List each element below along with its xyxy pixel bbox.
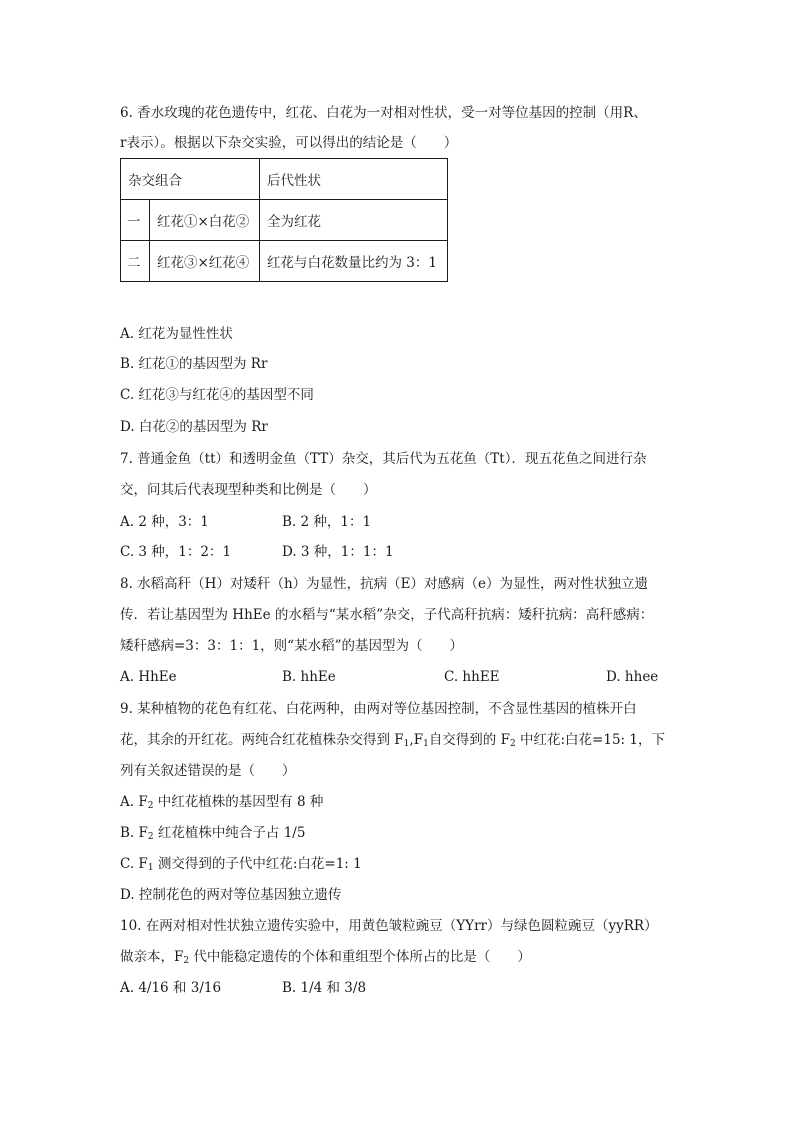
q8-stem-line-2: 传．若让基因型为 HhEe 的水稻与“某水稻”杂交，子代高秆抗病：矮秆抗病：高秆感病： — [120, 607, 654, 623]
table-row — [121, 241, 448, 282]
q8-option-d: D. hhee — [606, 669, 659, 685]
q9-option-a: A. $F_2$ 中红花植株的基因型有 8 种 — [120, 794, 324, 811]
q6-option-d: D. 白花②的基因型为 Rr — [120, 419, 268, 435]
q9-option-c: C. $F_1$ 测交得到的子代中红花:白花=1: 1 — [120, 856, 362, 873]
q10-stem-line-1: 10. 在两对相对性状独立遗传实验中，用黄色皱粒豌豆（YYrr）与绿色圆粒豌豆（yyRR） — [120, 918, 658, 934]
q9-stem-line-1: 9. 某种植物的花色有红花、白花两种，由两对等位基因控制，不含显性基因的植株开白 — [120, 701, 637, 717]
q7-stem-line-2: 交，问其后代表现型种类和比例是（ ） — [120, 482, 377, 498]
q10-option-a: A. 4/16 和 3/16 — [120, 980, 222, 996]
q7-option-d: D. 3 种，1：1：1 — [282, 544, 394, 560]
table-cell-cross: 红花①×白花② — [150, 200, 260, 241]
q6-cross-table — [120, 158, 448, 282]
q8-option-b: B. hhEe — [282, 669, 336, 685]
q6-stem-line-2: r表示）。根据以下杂交实验，可以得出的结论是（ ） — [120, 135, 458, 151]
q8-option-a: A. HhEe — [120, 669, 177, 685]
q8-option-c: C. hhEE — [444, 669, 500, 685]
q6-option-a: A. 红花为显性性状 — [120, 326, 233, 342]
q6-option-b: B. 红花①的基因型为 Rr — [120, 356, 268, 372]
q10-option-b: B. 1/4 和 3/8 — [282, 980, 367, 996]
table-cell-cross: 红花③×红花④ — [150, 241, 260, 282]
q7-option-c: C. 3 种，1：2：1 — [120, 544, 232, 560]
q9-option-d: D. 控制花色的两对等位基因独立遗传 — [120, 887, 342, 903]
q9-stem-line-3: 列有关叙述错误的是（ ） — [120, 763, 296, 779]
q8-stem-line-3: 矮秆感病=3：3：1：1，则“某水稻”的基因型为（ ） — [120, 638, 463, 654]
table-row — [121, 200, 448, 241]
q9-option-b: B. $F_2$ 红花植株中纯合子占 1/5 — [120, 825, 306, 842]
q6-option-c: C. 红花③与红花④的基因型不同 — [120, 387, 314, 403]
table-cell-group: 二 — [121, 241, 150, 282]
table-header-row — [121, 159, 448, 200]
q7-stem-line-1: 7. 普通金鱼（tt）和透明金鱼（TT）杂交，其后代为五花鱼（Tt）．现五花鱼之间进行杂 — [120, 451, 647, 467]
table-cell-offspring: 全为红花 — [260, 200, 448, 241]
q7-option-a: A. 2 种，3：1 — [120, 514, 209, 530]
q8-stem-line-1: 8. 水稻高秆（H）对矮秆（h）为显性，抗病（E）对感病（e）为显性，两对性状独立遗 — [120, 576, 648, 592]
table-header-offspring: 后代性状 — [260, 159, 448, 200]
q7-option-b: B. 2 种，1：1 — [282, 514, 372, 530]
table-header-cross: 杂交组合 — [121, 159, 260, 200]
q10-stem-line-2: 做亲本，$F_2$ 代中能稳定遗传的个体和重组型个体所占的比是（ ） — [120, 949, 531, 966]
table-cell-offspring: 红花与白花数量比约为 3：1 — [260, 241, 448, 282]
q9-stem-line-2: 花，其余的开红花。两纯合红花植株杂交得到 $F_1,F_1$自交得到的 $F_2$ 中红花:白花=15: 1，下 — [120, 732, 665, 749]
q6-stem-line-1: 6. 香水玫瑰的花色遗传中，红花、白花为一对相对性状，受一对等位基因的控制（用R、 — [120, 105, 647, 121]
table-cell-group: 一 — [121, 200, 150, 241]
